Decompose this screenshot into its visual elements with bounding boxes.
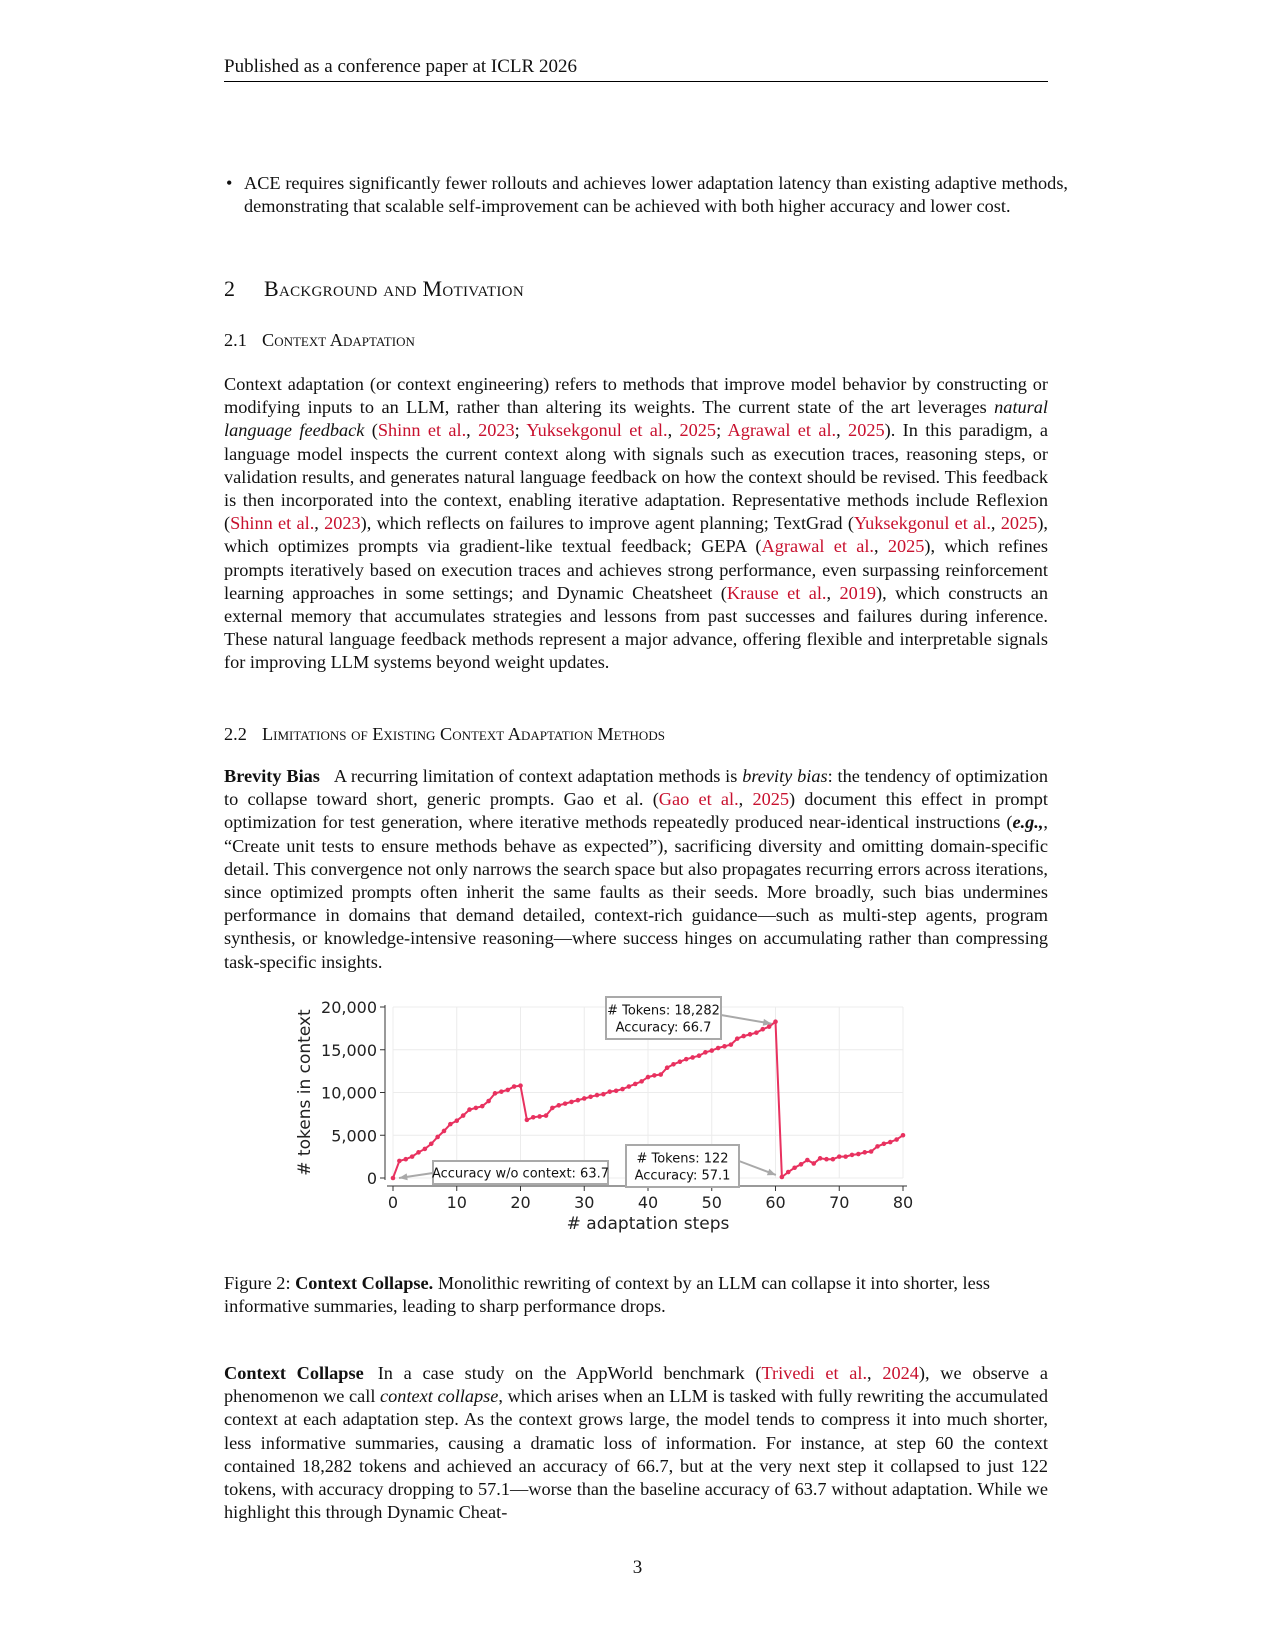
data-point — [403, 1157, 408, 1162]
emphasis: brevity bias — [742, 766, 828, 786]
data-point — [627, 1084, 632, 1089]
text-span: , — [466, 420, 479, 441]
data-point — [901, 1133, 906, 1138]
subsection-heading-2-2 — [224, 724, 665, 745]
data-point — [652, 1073, 657, 1078]
citation-year-link[interactable]: 2025 — [1000, 513, 1038, 534]
data-point — [493, 1091, 498, 1096]
text-span: , “Create unit tests to ensure methods behave as expected”), sacrificing diversity and omitting domain-specific detail. This convergence not only narrows the search space but also propagates recurring errors across iterations, since optimized prompts often inherit the same faults as their seeds. More broadly, such bias undermines performance in domains that demand detailed, context-rich guidance—such as multi-step agents, program synthesis, or knowledge-intensive reasoning—where success hinges on accumulating rather than compressing task-specific insights. — [224, 812, 1048, 972]
data-point — [799, 1162, 804, 1167]
text-span: Context adaptation (or context engineering) refers to methods that improve model behavior by constructing or modifying inputs to an LLM, rather than altering its weights. The current state of the art leverages — [224, 374, 1048, 418]
text-span: ; — [514, 420, 527, 441]
caption-label: Figure 2: — [224, 1273, 291, 1293]
data-point — [620, 1087, 625, 1092]
y-tick-label: 15,000 — [321, 1040, 377, 1060]
data-point — [818, 1156, 823, 1161]
page-number: 3 — [632, 1557, 643, 1578]
data-point — [882, 1142, 887, 1147]
data-point — [805, 1158, 810, 1163]
y-tick-label: 10,000 — [321, 1083, 377, 1103]
text-span: ; — [716, 420, 728, 441]
context-collapse-chart — [295, 995, 960, 1245]
data-point — [556, 1103, 561, 1108]
subsection-number: 2.2 — [224, 724, 247, 744]
citation-link[interactable]: Krause et al. — [726, 582, 827, 603]
citation-year-link[interactable]: 2025 — [752, 789, 789, 810]
annotation-text: # Tokens: 122 — [636, 1151, 729, 1167]
y-tick-label: 0 — [366, 1169, 377, 1188]
text-span: ), which reflects on failures to improve agent planning; TextGrad ( — [360, 513, 854, 534]
data-point — [741, 1034, 746, 1039]
figure-context-collapse — [295, 995, 960, 1245]
x-tick-label: 10 — [446, 1193, 467, 1212]
data-point — [467, 1107, 472, 1112]
x-tick-label: 30 — [574, 1193, 595, 1212]
data-point — [729, 1042, 734, 1047]
runin-heading: Brevity Bias — [224, 766, 320, 786]
data-point — [824, 1157, 829, 1162]
text-span: , — [867, 1363, 883, 1383]
data-point — [716, 1046, 721, 1051]
data-point — [709, 1048, 714, 1053]
text-span: , — [667, 420, 680, 441]
text-span: , — [873, 536, 888, 557]
emphasis: natural language feedback — [224, 397, 1048, 441]
data-point — [601, 1092, 606, 1097]
data-point — [614, 1088, 619, 1093]
data-point — [633, 1082, 638, 1087]
data-point — [550, 1106, 555, 1111]
annotation-text: # Tokens: 18,282 — [607, 1003, 720, 1019]
data-point — [544, 1113, 549, 1118]
data-point — [869, 1149, 874, 1154]
data-point — [697, 1053, 702, 1058]
data-point — [429, 1142, 434, 1147]
text-span: ( — [364, 420, 378, 441]
y-axis-label: # tokens in context — [295, 1009, 315, 1176]
data-point — [576, 1098, 581, 1103]
data-point — [512, 1084, 517, 1089]
emphasis: e.g., — [1012, 812, 1044, 833]
data-point — [442, 1129, 447, 1134]
citation-year-link[interactable]: 2025 — [887, 536, 925, 557]
citation-year-link[interactable]: 2024 — [882, 1363, 919, 1383]
subsection-number: 2.1 — [224, 330, 247, 350]
data-point — [786, 1170, 791, 1175]
x-tick-label: 50 — [701, 1193, 722, 1212]
data-point — [831, 1157, 836, 1162]
data-point — [639, 1079, 644, 1084]
citation-year-link[interactable]: 2023 — [478, 420, 515, 441]
data-point — [658, 1072, 663, 1077]
data-point — [703, 1050, 708, 1055]
data-point — [391, 1176, 396, 1181]
text-span: , — [314, 513, 325, 534]
x-tick-label: 70 — [829, 1193, 850, 1212]
bullet-icon: • — [226, 173, 233, 193]
subsection-title: Limitations of Existing Context Adaptation Methods — [262, 724, 665, 744]
data-point — [735, 1036, 740, 1041]
data-point — [563, 1101, 568, 1106]
data-point — [595, 1093, 600, 1098]
data-point — [423, 1147, 428, 1152]
annotation-text: Accuracy w/o context: 63.7 — [431, 1166, 610, 1182]
data-point — [767, 1024, 772, 1029]
data-point — [875, 1144, 880, 1149]
section-number: 2 — [224, 276, 236, 301]
x-tick-label: 60 — [765, 1193, 786, 1212]
data-point — [588, 1094, 593, 1099]
arrowhead-icon — [399, 1173, 408, 1180]
data-point — [760, 1027, 765, 1032]
text-span: ), which constructs an external memory that accumulates strategies and lessons from past successes and failures during inference. These natural language feedback methods represent a major advance, offering flexible and interpretable signals for improving LLM systems beyond weight updates. — [224, 582, 1048, 673]
caption-text: Monolithic rewriting of context by an LLM can collapse it into shorter, less informative summaries, leading to sharp performance drops. — [224, 1273, 990, 1316]
citation-link[interactable]: Agrawal et al. — [727, 420, 837, 441]
data-point — [474, 1106, 479, 1111]
data-point — [684, 1057, 689, 1062]
y-tick-label: 5,000 — [331, 1126, 377, 1146]
contribution-bullet — [224, 172, 1068, 218]
text-span: , which arises when an LLM is tasked with fully rewriting the accumulated context at each adaptation step. As the context grows large, the model tends to compress it into much shorter, less informative summaries, causing a dramatic loss of information. For instance, at step 60 the context contained 18,282 tokens and achieved an accuracy of 66.7, but at the very next step it collapsed to just 122 tokens, with accuracy dropping to 57.1—worse than the baseline accuracy of 63.7 without adaptation. While we highlight this through Dynamic Cheat- — [224, 1386, 1048, 1523]
data-point — [888, 1140, 893, 1145]
x-axis-label: # adaptation steps — [566, 1214, 730, 1234]
arrowhead-icon — [767, 1169, 776, 1176]
data-point — [843, 1154, 848, 1159]
data-point — [454, 1118, 459, 1123]
data-point — [569, 1100, 574, 1105]
citation-link[interactable]: Yuksekgonul et al. — [526, 420, 668, 441]
citation-link[interactable]: Agrawal et al. — [761, 536, 874, 557]
citation-year-link[interactable]: 2025 — [679, 420, 717, 441]
text-span: ), we observe a phenomenon we call — [224, 1363, 1048, 1407]
citation-link[interactable]: Trivedi et al. — [761, 1363, 868, 1383]
text-span: , — [738, 789, 753, 810]
text-span: , — [836, 420, 849, 441]
data-point — [646, 1075, 651, 1080]
text-span: , — [826, 582, 840, 603]
data-point — [582, 1096, 587, 1101]
data-point — [754, 1030, 759, 1035]
annotation-text: Accuracy: 66.7 — [615, 1020, 712, 1036]
data-point — [461, 1113, 466, 1118]
x-tick-label: 80 — [892, 1193, 914, 1212]
running-header: Published as a conference paper at ICLR 2026 — [224, 56, 1048, 82]
text-span: A recurring limitation of context adaptation methods is — [333, 766, 743, 786]
text-span: : the tendency of optimization to collapse toward short, generic prompts. Gao et al. ( — [224, 766, 1048, 810]
data-point — [722, 1044, 727, 1049]
citation-year-link[interactable]: 2019 — [839, 582, 877, 603]
x-tick-label: 0 — [387, 1193, 399, 1212]
paragraph-brevity-bias — [224, 765, 1048, 974]
citation-year-link[interactable]: 2023 — [324, 513, 361, 534]
paragraph-context-adaptation — [224, 373, 1048, 675]
data-point — [480, 1104, 485, 1109]
data-point — [525, 1118, 530, 1123]
text-span: ), which optimizes prompts via gradient-like textual feedback; GEPA ( — [224, 513, 1048, 557]
data-point — [811, 1161, 816, 1166]
data-point — [773, 1019, 778, 1024]
text-span: ), which refines prompts iteratively based on execution traces and achieves strong performance, even surpassing reinforcement learning approaches in some settings; and Dynamic Cheatsheet ( — [224, 536, 1049, 603]
data-point — [862, 1150, 867, 1155]
subsection-title: Context Adaptation — [262, 330, 415, 350]
y-tick-label: 20,000 — [321, 998, 377, 1017]
text-span: ). In this paradigm, a language model inspects the current context along with signals such as execution traces, reasoning steps, or validation results, and generates natural language feedback on how the context should be revised. This feedback is then incorporated into the context, enabling iterative adaptation. Representative methods include Reflexion ( — [224, 420, 1049, 534]
x-tick-label: 20 — [510, 1193, 531, 1212]
data-point — [607, 1089, 612, 1094]
subsection-heading-2-1 — [224, 330, 415, 351]
data-point — [856, 1152, 861, 1157]
caption-title: Context Collapse. — [295, 1273, 434, 1293]
x-tick-label: 40 — [637, 1193, 659, 1212]
data-point — [671, 1062, 676, 1067]
data-point — [792, 1165, 797, 1170]
citation-year-link[interactable]: 2025 — [848, 420, 885, 441]
data-point — [850, 1153, 855, 1158]
data-point — [435, 1135, 440, 1140]
paragraph-context-collapse — [224, 1362, 1048, 1524]
data-point — [416, 1150, 421, 1155]
emphasis: context collapse — [380, 1386, 499, 1407]
data-point — [837, 1154, 842, 1159]
data-point — [748, 1032, 753, 1037]
data-point — [499, 1089, 504, 1094]
bullet-text: ACE requires significantly fewer rollouts and achieves lower adaptation latency than existing adaptive methods, demonstrating that scalable self-improvement can be achieved with both higher accuracy and lower cost. — [244, 173, 1068, 217]
data-point — [678, 1059, 683, 1064]
annotation-text: Accuracy: 57.1 — [634, 1168, 731, 1184]
citation-link[interactable]: Shinn et al. — [377, 420, 467, 441]
text-span: , — [990, 513, 1001, 534]
citation-link[interactable]: Gao et al. — [658, 789, 739, 810]
data-point — [537, 1114, 542, 1119]
data-point — [397, 1159, 402, 1164]
data-point — [410, 1154, 415, 1159]
section-heading-2 — [224, 276, 524, 302]
data-point — [780, 1175, 785, 1180]
runin-heading: Context Collapse — [224, 1363, 364, 1383]
data-point — [505, 1088, 510, 1093]
data-point — [486, 1099, 491, 1104]
data-point — [665, 1065, 670, 1070]
citation-link[interactable]: Shinn et al. — [230, 513, 315, 534]
data-point — [531, 1115, 536, 1120]
section-title: Background and Motivation — [264, 276, 524, 301]
data-point — [448, 1122, 453, 1127]
data-point — [690, 1055, 695, 1060]
data-point — [518, 1083, 523, 1088]
citation-link[interactable]: Yuksekgonul et al. — [853, 513, 991, 534]
text-span: ) document this effect in prompt optimization for test generation, where iterative methods repeatedly produced near-identical instructions ( — [224, 789, 1048, 833]
data-point — [894, 1137, 899, 1142]
text-span: In a case study on the AppWorld benchmark ( — [377, 1363, 762, 1383]
figure-caption — [224, 1272, 1048, 1318]
